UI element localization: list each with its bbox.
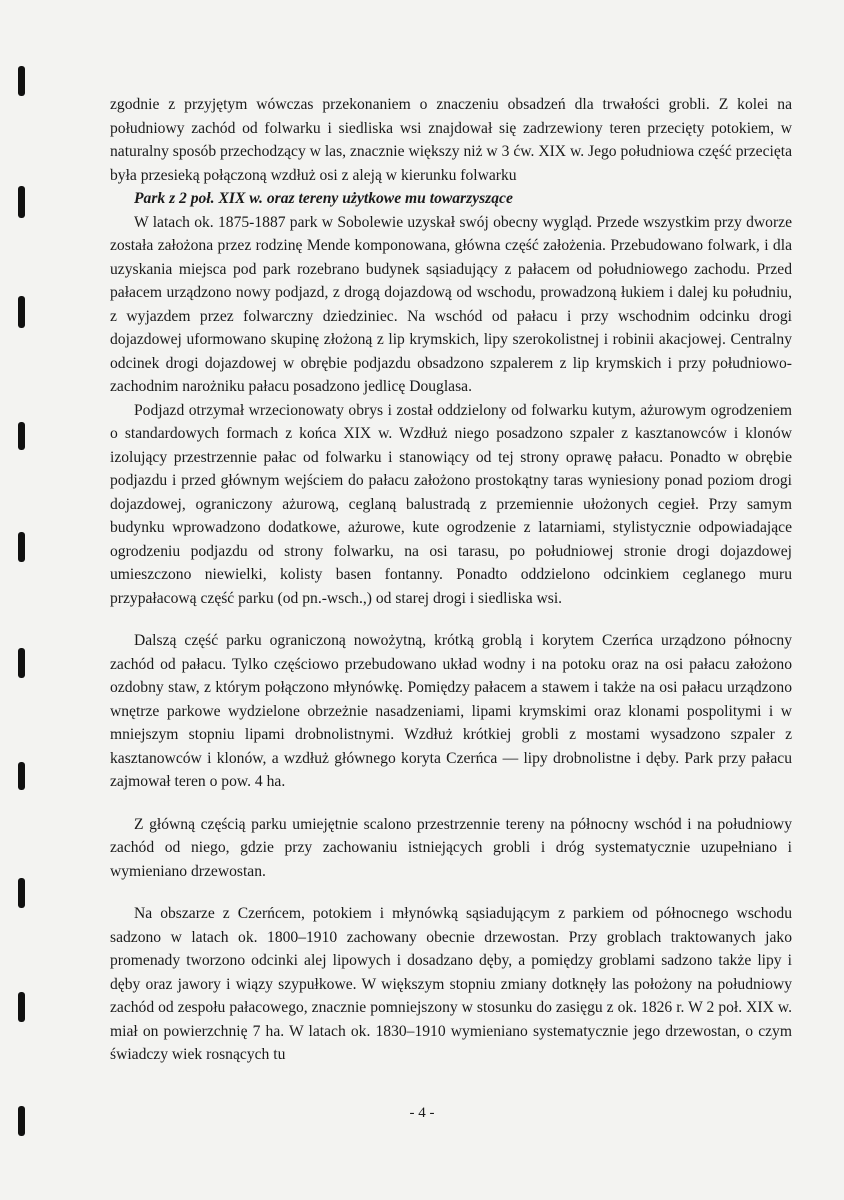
paragraph: Podjazd otrzymał wrzecionowaty obrys i został oddzielony od folwarku kutym, ażurowym ogrodzeniem o standardowych formach z końca XIX w. Wzdłuż niego posadzono szpaler z kasztanowców i klonów izolujący przestrzennie pałac od folwarku i stanowiący od tej strony oprawę pałacu. Ponadto w obrębie podjazdu i przed głównym wejściem do pałacu założono prostokątny taras wyniesiony ponad poziom drogi dojazdowej, ograniczony ażurową, ceglaną balustradą z przemiennie ułożonych cegieł. Przy samym budynku wprowadzono dodatkowe, ażurowe, kute ogrodzenie z latarniami, stylistycznie odpowiadające ogrodzeniu podjazdu od strony folwarku, na osi tarasu, po południowej stronie drogi dojazdowej umieszczono niewielki, kolisty basen fontanny. Ponadto oddzielono odcinkiem ceglanego muru przypałacową część parku (od pn.-wsch.,) od starej drogi i siedliska wsi. bbox=[110, 401, 792, 607]
paragraph: Dalszą część parku ograniczoną nowożytną, krótką groblą i korytem Czerńca urządzono północny zachód od pałacu. Tylko częściowo przebudowano układ wodny i na potoku oraz na osi pałacu założono ozdobny staw, z którym połączono młynówkę. Pomiędzy pałacem a stawem i także na osi pałacu urządzono wnętrze parkowe wydzielone obrzeżnie nasadzeniami, lipami krymskimi oraz klonami pospolitymi i w mniejszym stopniu lipami drobnolistnymi. Wzdłuż krótkiej grobli z mostami wysadzono szpaler z kasztanowców i klonów, a wzdłuż głównego koryta Czerńca — lipy drobnolistne i dęby. Park przy pałacu zajmował teren o pow. 4 ha. bbox=[110, 632, 792, 790]
page-number: - 4 - bbox=[409, 1105, 435, 1121]
binder-mark bbox=[18, 878, 25, 908]
binder-mark bbox=[18, 66, 25, 96]
intro-paragraph: zgodnie z przyjętym wówczas przekonaniem o znaczeniu obsadzeń dla trwałości grobli. Z kolei na południowy zachód od folwarku i siedliska wsi znajdował się zadrzewiony teren przecięty potokiem, w naturalny sposób przechodzący w las, znacznie większy niż w 3 ćw. XIX w. Jego południowa część przecięta była przesieką połączoną wzdłuż osi z aleją w kierunku folwarku bbox=[110, 96, 792, 184]
paragraph: W latach ok. 1875-1887 park w Sobolewie uzyskał swój obecny wygląd. Przede wszystkim przy dworze została założona przez rodzinę Mende komponowana, główna część założenia. Przebudowano folwark, i dla uzyskania miejsca pod park rozebrano budynek sąsiadujący z pałacem od południowego zachodu. Przed pałacem urządzono nowy podjazd, z drogą dojazdową od wschodu, prowadzoną łukiem i dalej ku południu, z wyjazdem przez folwarczny dziedziniec. Na wschód od pałacu i przy wschodnim odcinku drogi dojazdowej uformowano skupinę złożoną z lip krymskich, lipy szerokolistnej i robinii akacjowej. Centralny odcinek drogi dojazdowej w obrębie podjazdu obsadzono szpalerem z lip krymskich i przy południowo-zachodnim narożniku pałacu posadzono jedlicę Douglasa. bbox=[110, 213, 792, 395]
paragraph: Na obszarze z Czerńcem, potokiem i młynówką sąsiadującym z parkiem od północnego wschodu sadzono w latach ok. 1800–1910 zachowany obecnie drzewostan. Przy groblach traktowanych jako promenady tworzono odcinki alej lipowych i dosadzano dęby, a pomiędzy groblami sadzono także lipy i dęby oraz jawory i wiązy szypułkowe. W większym stopniu zmiany dotknęły las położony na południowy zachód od zespołu pałacowego, znacznie pomniejszony w stosunku do zasięgu z ok. 1826 r. W 2 poł. XIX w. miał on powierzchnię 7 ha. W latach ok. 1830–1910 wymieniano systematycznie jego drzewostan, o czym świadczy wiek rosnących tu bbox=[110, 905, 792, 1063]
binder-mark bbox=[18, 186, 25, 218]
binder-mark bbox=[18, 532, 25, 562]
binder-mark bbox=[18, 296, 25, 328]
document-body bbox=[110, 93, 792, 1067]
binder-mark bbox=[18, 992, 25, 1022]
section-heading: Park z 2 poł. XIX w. oraz tereny użytkowe mu towarzyszące bbox=[134, 190, 513, 207]
binder-mark bbox=[18, 422, 25, 450]
paragraph: Z główną częścią parku umiejętnie scalono przestrzennie tereny na północny wschód i na południowy zachód od niego, gdzie przy zachowaniu istniejących grobli i dróg systematycznie uzupełniano i wymieniano drzewostan. bbox=[110, 815, 792, 880]
binder-mark bbox=[18, 762, 25, 790]
binder-mark bbox=[18, 648, 25, 678]
